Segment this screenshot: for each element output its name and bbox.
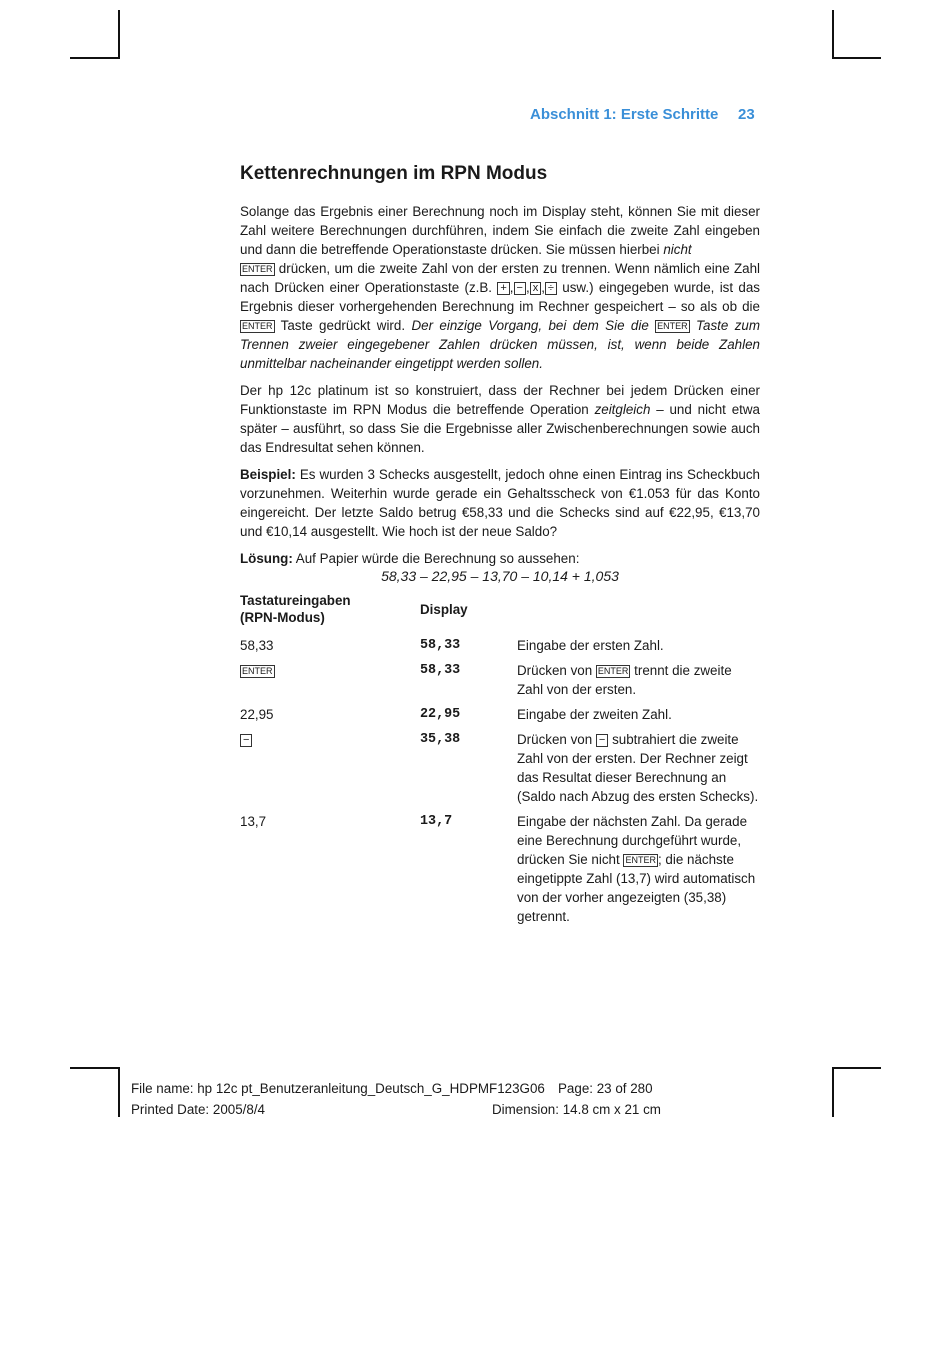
crop-mark-bottom-left-h <box>70 1067 120 1069</box>
text: subtrahiert die zweite Zahl von der ersten. Der Rechner zeigt das Resultat dieser Berechnung an (Saldo nach Abzug des ersten Schecks). <box>517 732 759 804</box>
text: trennt die zweite Zahl von der ersten. <box>517 663 732 697</box>
text: Taste gedrückt wird. <box>274 318 412 333</box>
text-italic: Taste zum Trennen zweier eingegebener Zahlen drücken müssen, ist, wenn beide Zahlen unmittelbar nacheinander eingetippt werden sollen. <box>240 318 760 371</box>
solution-label: Lösung: <box>240 551 293 566</box>
table-header-row <box>240 592 760 636</box>
display-cell: 58,33 <box>420 663 461 678</box>
enter-key-icon: ENTER <box>657 321 688 331</box>
display-cell: 13,7 <box>420 814 453 829</box>
divide-key-icon: ÷ <box>545 282 557 295</box>
page-content <box>240 163 760 932</box>
footer-page: Page: 23 of 280 <box>558 1081 653 1096</box>
crop-mark-top-right-v <box>832 10 834 58</box>
minus-key-icon: − <box>240 734 252 747</box>
chapter-title: Abschnitt 1: Erste Schritte <box>530 106 719 123</box>
display-cell: 58,33 <box>420 638 461 653</box>
text-italic: Der einzige Vorgang, bei dem Sie die <box>411 318 656 333</box>
solution-text: Auf Papier würde die Berechnung so aussehen: <box>292 551 580 566</box>
footer-line-1 <box>131 1081 545 1096</box>
table-row <box>240 705 760 730</box>
text: Drücken von <box>517 732 596 747</box>
enter-key-icon: ENTER <box>597 666 629 676</box>
display-cell: 35,38 <box>420 732 461 747</box>
enter-key-icon: ENTER <box>242 666 273 676</box>
enter-key-icon: ENTER <box>625 855 656 865</box>
plus-key-icon: + <box>497 282 509 295</box>
text-italic: zeitgleich <box>594 402 651 417</box>
footer-file-name: File name: hp 12c pt_Benutzeranleitung_Deutsch_G_HDPMF123G06 <box>131 1081 545 1096</box>
enter-key-icon: ENTER <box>242 321 273 331</box>
paragraph-example <box>240 465 760 541</box>
paragraph-intro: Solange das Ergebnis einer Berechnung noch im Display steht, können Sie mit dieser Zahl weitere Berechnungen durchführen, indem Sie einfach die zweite Zahl eingeben und dann die betreffende Operationstaste drücken. Sie müssen hierbei nicht ENTER drücken, um die zweite Zahl von der ersten zu trennen. Wenn nämlich eine Zahl nach Drücken einer Operationstaste (z.B. + , − , x , ÷ usw.) eingegeben wurde, ist das Ergebnis dieser vorhergehenden Berechnung im Rechner gespeichert – so als ob die ENTER Taste gedrückt wird. Der einzige Vorgang, bei dem Sie die ENTER Taste zum Trennen zweier eingegebener Zahlen drücken müssen, ist, wenn beide Zahlen unmittelbar nacheinander eingetippt werden sollen. <box>240 204 760 371</box>
formula: 58,33 – 22,95 – 13,70 – 10,14 + 1,053 <box>381 568 619 584</box>
crop-mark-bottom-left-v <box>118 1067 120 1117</box>
table-row <box>240 812 760 932</box>
text: Drücken von <box>517 663 596 678</box>
crop-mark-bottom-right-h <box>832 1067 881 1069</box>
display-cell: 22,95 <box>420 707 461 722</box>
header-description <box>517 592 760 636</box>
text: – und nicht etwa später – ausführt, so dass Sie die Ergebnisse aller Zwischenberechnungen sowie auch das Endresultat sehen können. <box>240 402 761 455</box>
text: Eingabe der nächsten Zahl. Da gerade eine Berechnung durchgeführt wurde, drücken Sie nicht <box>517 814 748 867</box>
crop-mark-top-left-v <box>118 10 120 58</box>
minus-key-icon: − <box>514 282 526 295</box>
input-cell <box>240 730 420 812</box>
description-cell <box>517 730 760 812</box>
table-row <box>240 636 760 661</box>
paragraph-solution <box>240 549 760 568</box>
section-title: Kettenrechnungen im RPN Modus <box>240 163 548 184</box>
enter-key-icon: ENTER <box>242 264 273 274</box>
text: ; die nächste eingetippte Zahl (13,7) wird automatisch von der vorher angezeigten (35,38) getrennt. <box>517 852 756 924</box>
crop-mark-top-right-h <box>832 57 881 59</box>
example-label: Beispiel: <box>240 467 296 482</box>
footer-printed-date: Printed Date: 2005/8/4 <box>131 1102 265 1117</box>
footer-dimension: Dimension: 14.8 cm x 21 cm <box>492 1102 661 1117</box>
input-cell: 22,95 <box>240 707 274 722</box>
header-keystrokes-line2: (RPN-Modus) <box>240 610 325 625</box>
description-cell: Eingabe der ersten Zahl. <box>517 638 664 653</box>
input-cell: 58,33 <box>240 638 274 653</box>
text-italic: nicht <box>663 242 692 257</box>
times-key-icon: x <box>530 282 542 295</box>
input-cell: 13,7 <box>240 814 267 829</box>
header-keystrokes <box>240 592 420 636</box>
table-row <box>240 661 760 705</box>
minus-key-icon: − <box>596 734 608 747</box>
description-cell: Eingabe der zweiten Zahl. <box>517 707 672 722</box>
description-cell <box>517 661 760 705</box>
example-text: Es wurden 3 Schecks ausgestellt, jedoch ohne einen Eintrag ins Scheckbuch vorzunehmen. Weiterhin wurde gerade ein Gehaltsscheck von €1.053 für das Konto eingereicht. Der letzte Saldo betrug €58,33 und die Schecks sind auf €22,95, €13,70 und €10,14 ausgestellt. Wie hoch ist der neue Saldo? <box>240 467 760 539</box>
table-row <box>240 730 760 812</box>
description-cell <box>517 812 760 932</box>
crop-mark-top-left-h <box>70 57 120 59</box>
crop-mark-bottom-right-v <box>832 1067 834 1117</box>
text: drücken, um die zweite Zahl von der ersten zu trennen. Wenn nämlich eine Zahl nach Drücken einer Operationstaste (z.B. <box>240 261 760 295</box>
paragraph-design <box>240 381 760 457</box>
header-display: Display <box>420 602 468 617</box>
input-cell <box>240 661 420 705</box>
text: Solange das Ergebnis einer Berechnung noch im Display steht, können Sie mit dieser Zahl weitere Berechnungen durchführen, indem Sie einfach die zweite Zahl eingeben und dann die betreffende Operationstaste drücken. Sie müssen hierbei <box>240 204 760 257</box>
keystroke-table <box>240 592 760 932</box>
text: usw.) eingegeben wurde, ist das Ergebnis dieser vorhergehenden Berechnung im Rechner gespeichert – so als ob die <box>240 280 760 314</box>
text: Der hp 12c platinum ist so konstruiert, dass der Rechner bei jedem Drücken einer Funktionstaste im RPN Modus die betreffende Operation <box>240 383 760 417</box>
page-number: 23 <box>738 106 755 123</box>
header-keystrokes-line1: Tastatureingaben <box>240 593 351 608</box>
